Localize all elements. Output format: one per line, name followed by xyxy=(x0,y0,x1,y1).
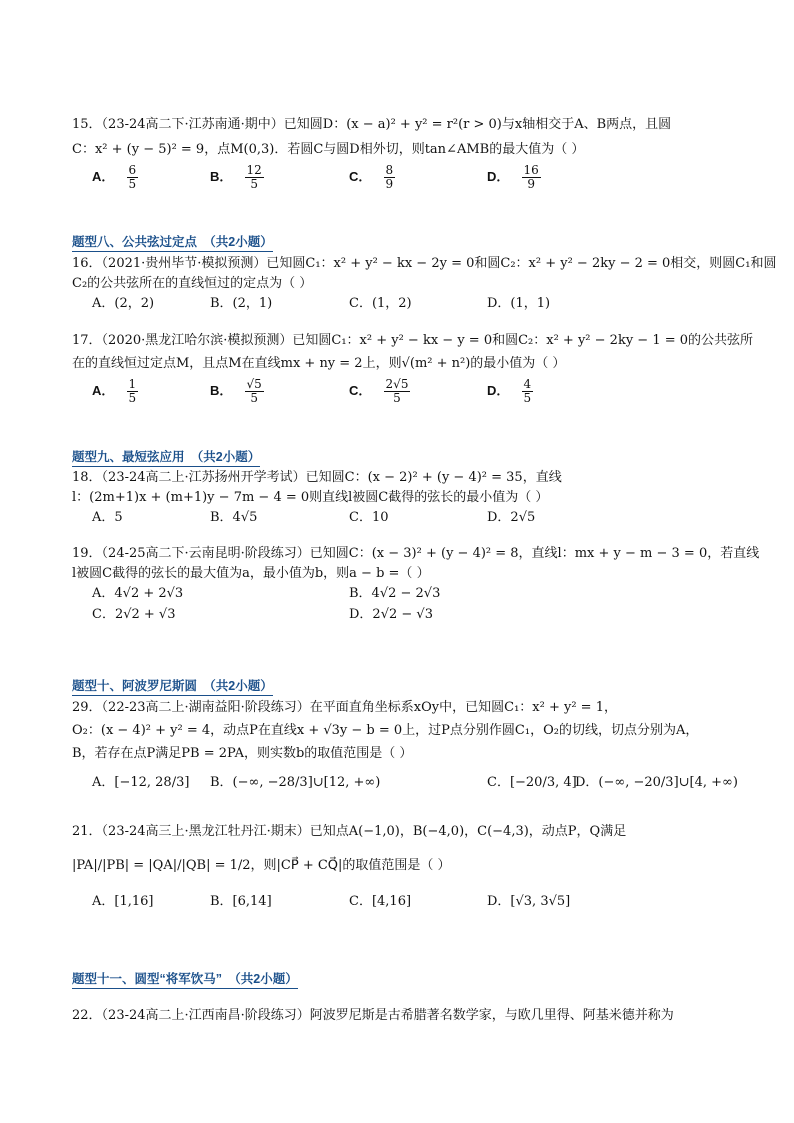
q17-option-a[interactable]: A． $\frac{1}{5}$ xyxy=(92,377,137,405)
q16-option-d[interactable]: D．(1，1) xyxy=(487,296,551,311)
q18-option-c[interactable]: C．10 xyxy=(349,510,389,525)
q17-option-b[interactable]: B． $\frac{√5}{5}$ xyxy=(210,377,262,405)
q18-option-b[interactable]: B．4√5 xyxy=(210,510,258,525)
q19-line2: l被圆C截得的弦长的最大值为a，最小值为b，则a − b =（ ） xyxy=(72,566,430,581)
q20-option-b[interactable]: B．(−∞, −28/3]∪[12, +∞) xyxy=(210,775,381,790)
q17-line1: 17．（2020·黑龙江哈尔滨·模拟预测）已知圆C₁：x² + y² − kx − y = 0和圆C₂：x² + y² − 2ky − 1 = 0的公共弦所 xyxy=(72,333,754,348)
q19-option-b[interactable]: B．4√2 − 2√3 xyxy=(349,586,441,601)
q21-option-a[interactable]: A．[1,16] xyxy=(92,894,154,909)
q21-option-d[interactable]: D．[√3, 3√5] xyxy=(487,894,571,909)
q20-line2: O₂：(x − 4)² + y² = 4，动点P在直线x + √3y − b = 0上，过P点分别作圆C₁，O₂的切线，切点分别为A， xyxy=(72,723,699,738)
q21-line2: |PA|/|PB| = |QA|/|QB| = 1/2，则|CP⃗ + CQ⃗|的取值范围是（ ） xyxy=(72,858,451,873)
q17-option-d[interactable]: D． $\frac{4}{5}$ xyxy=(487,377,532,405)
q19-line1: 19．（24-25高二下·云南昆明·阶段练习）已知圆C：(x − 3)² + (y − 4)² = 8，直线l：mx + y − m − 3 = 0，若直线 xyxy=(72,546,760,561)
q15-line1: 15．（23-24高二下·江苏南通·期中）已知圆D：(x − a)² + y² = r²(r > 0)与x轴相交于A、B两点，且圆 xyxy=(72,117,672,132)
section-heading-11: 题型十一、圆型“将军饮马” （共2小题） xyxy=(72,972,298,989)
q20-line3: B，若存在点P满足PB = 2PA，则实数b的取值范围是（ ） xyxy=(72,746,413,761)
q15-option-b[interactable]: B． $\frac{12}{5}$ xyxy=(210,163,262,191)
q16-line1: 16．（2021·贵州毕节·模拟预测）已知圆C₁：x² + y² − kx − 2y = 0和圆C₂：x² + y² − 2ky − 2 = 0相交，则圆C₁和圆 xyxy=(72,256,777,271)
section-heading-9: 题型九、最短弦应用 （共2小题） xyxy=(72,450,260,467)
q18-line2: l：(2m+1)x + (m+1)y − 7m − 4 = 0则直线l被圆C截得的弦长的最小值为（ ） xyxy=(72,490,549,505)
q16-line2: C₂的公共弦所在的直线恒过的定点为（ ） xyxy=(72,276,313,291)
q17-line2: 在的直线恒过定点M，且点M在直线mx + ny = 2上，则√(m² + n²)的最小值为（ ） xyxy=(72,356,566,371)
q18-line1: 18．（23-24高二上·江苏扬州开学考试）已知圆C：(x − 2)² + (y − 4)² = 35，直线 xyxy=(72,470,562,485)
q21-option-c[interactable]: C．[4,16] xyxy=(349,894,412,909)
q19-option-d[interactable]: D．2√2 − √3 xyxy=(349,607,433,622)
section-heading-8: 题型八、公共弦过定点 （共2小题） xyxy=(72,235,273,252)
q22-line1: 22．（23-24高二上·江西南昌·阶段练习）阿波罗尼斯是古希腊著名数学家，与欧几里得、阿基米德并称为 xyxy=(72,1008,674,1023)
q16-option-a[interactable]: A．(2，2) xyxy=(92,296,155,311)
q15-option-d[interactable]: D． $\frac{16}{9}$ xyxy=(487,163,539,191)
q18-option-d[interactable]: D．2√5 xyxy=(487,510,536,525)
q20-option-d[interactable]: D．(−∞, −20/3]∪[4, +∞) xyxy=(575,775,738,790)
section-heading-10: 题型十、阿波罗尼斯圆 （共2小题） xyxy=(72,679,273,696)
q19-option-a[interactable]: A．4√2 + 2√3 xyxy=(92,586,184,601)
q15-option-c[interactable]: C． $\frac{8}{9}$ xyxy=(349,163,394,191)
q19-option-c[interactable]: C．2√2 + √3 xyxy=(92,607,176,622)
q20-option-a[interactable]: A．[−12, 28/3] xyxy=(92,775,190,790)
q21-option-b[interactable]: B．[6,14] xyxy=(210,894,272,909)
q20-option-c[interactable]: C．[−20/3, 4] xyxy=(487,775,577,790)
q16-option-b[interactable]: B．(2，1) xyxy=(210,296,273,311)
q16-option-c[interactable]: C．(1，2) xyxy=(349,296,412,311)
q21-line1: 21．（23-24高三上·黑龙江牡丹江·期末）已知点A(−1,0)，B(−4,0)，C(−4,3)，动点P，Q满足 xyxy=(72,824,627,839)
q15-line2: C：x² + (y − 5)² = 9，点M(0,3)．若圆C与圆D相外切，则tan∠AMB的最大值为（ ） xyxy=(72,142,585,157)
q20-line1: 29．（22-23高二上·湖南益阳·阶段练习）在平面直角坐标系xOy中，已知圆C₁：x² + y² = 1， xyxy=(72,700,617,715)
q17-option-c[interactable]: C． $\frac{2√5}{5}$ xyxy=(349,377,409,405)
q18-option-a[interactable]: A．5 xyxy=(92,510,123,525)
q15-option-a[interactable]: A． $\frac{6}{5}$ xyxy=(92,163,137,191)
